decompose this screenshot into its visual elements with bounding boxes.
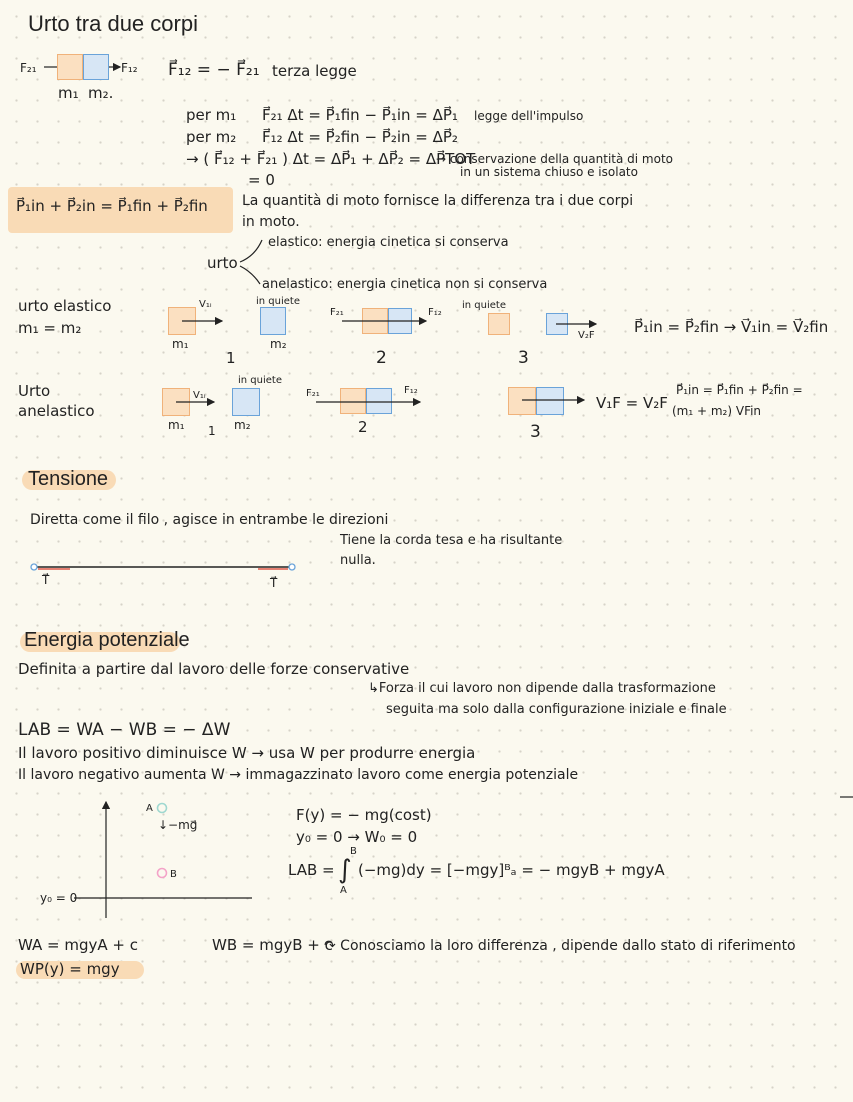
elastic-f21: F₂₁ (330, 307, 344, 318)
elastic-step1-m1: m₁ (172, 337, 189, 351)
equation-m2: F⃗₁₂ Δt = P⃗₂fin − P⃗₂in = ΔP⃗₂ (262, 128, 458, 146)
inelastic-f12: F₁₂ (404, 385, 418, 396)
elastic-in-quiete: in quiete (256, 296, 300, 307)
elastic-v1i: V₁ᵢ (199, 299, 212, 310)
tensione-note-line-2: nulla. (340, 553, 376, 568)
inelastic-result-line-1: P⃗₁in = P⃗₁fin + P⃗₂fin = (676, 383, 803, 397)
inelastic-label-2: anelastico (18, 402, 95, 420)
tensione-note-line-1: Tiene la corda tesa e ha risultante (340, 533, 563, 548)
y0-axis-label: y₀ = 0 (40, 891, 78, 905)
inelastic-v1i: V₁ᵢ (193, 390, 206, 401)
y0-equation: y₀ = 0 → W₀ = 0 (296, 828, 418, 846)
elastic-label-2: m₁ = m₂ (18, 319, 82, 337)
elastic-v2f: V₂F (578, 330, 595, 341)
equation-m1: F⃗₂₁ Δt = P⃗₁fin − P⃗₁in = ΔP⃗₁ (262, 106, 458, 124)
m1-label: m₁ (58, 84, 79, 102)
inelastic-definition: anelastico: energia cinetica non si conserva (262, 277, 548, 292)
elastic-step-2: 2 (376, 348, 387, 368)
section-title-tensione: Tensione (28, 468, 109, 490)
wb-equation: WB = mgyB + c (212, 936, 333, 954)
inelastic-vif-eq: V₁F = V₂F (596, 394, 668, 412)
m2-label: m₂. (88, 84, 114, 102)
inelastic-label-1: Urto (18, 382, 51, 400)
third-law-equation: F⃗₁₂ = − F⃗₂₁ (168, 60, 260, 80)
energia-definition: Definita a partire dal lavoro delle forze conservative (18, 660, 410, 678)
wa-equation: WA = mgyA + c (18, 936, 138, 954)
momentum-conservation-box: P⃗₁in + P⃗₂in = P⃗₁fin + P⃗₂fin (16, 197, 208, 215)
positive-work-line: Il lavoro positivo diminuisce W → usa W per produrre energia (18, 744, 476, 762)
equation-sum: → ( F⃗₁₂ + F⃗₂₁ ) Δt = ΔP⃗₁ + ΔP⃗₂ = ΔP⃗TOT (186, 150, 476, 168)
inelastic-f21: F₂₁ (306, 388, 320, 399)
integral-upper-bound: B (350, 846, 357, 857)
elastic-label-1: urto elastico (18, 297, 112, 315)
integral-lhs: LAB = (288, 861, 335, 879)
per-m1: per m₁ (186, 106, 237, 124)
elastic-step1-m2: m₂ (270, 337, 287, 351)
inelastic-step-1: 1 (208, 424, 216, 438)
tensione-description: Diretta come il filo , agisce in entrambe le direzioni (30, 512, 389, 528)
tension-left-label: T⃗ (42, 573, 50, 587)
elastic-step-3: 3 (518, 348, 529, 368)
momentum-note-line-1: La quantità di moto fornisce la differenza tra i due corpi (242, 193, 634, 209)
f21-label: F₂₁ (20, 61, 37, 75)
force-equation: F(y) = − mg(cost) (296, 806, 432, 824)
tension-right-label: T⃗ (270, 576, 278, 590)
elastic-result: P⃗₁in = P⃗₂fin → V⃗₁in = V⃗₂fin (634, 318, 829, 336)
wb-note: ↷ Conosciamo la loro differenza , dipende dallo stato di riferimento (324, 938, 796, 954)
impulse-law-label: legge dell'impulso (474, 109, 584, 123)
point-a-label: A (146, 803, 153, 814)
tension-left-end (31, 564, 37, 570)
integral-lower-bound: A (340, 885, 347, 896)
per-m2: per m₂ (186, 128, 237, 146)
section-title-energia: Energia potenziale (24, 629, 190, 651)
equation-zero: = 0 (248, 171, 275, 189)
elastic-in-quiete-2: in quiete (462, 300, 506, 311)
elastic-definition: elastico: energia cinetica si conserva (268, 235, 509, 250)
f12-label: F₁₂ (121, 61, 138, 75)
point-a-marker (158, 804, 167, 813)
integral-sign: ∫ (338, 855, 352, 885)
conservation-line-1: → conservazione della quantità di moto (436, 152, 673, 166)
mg-vector-label: ↓−mg⃗ (158, 818, 198, 832)
conservation-line-2: in un sistema chiuso e isolato (460, 165, 638, 179)
elastic-f12: F₁₂ (428, 307, 442, 318)
urto-branch-up (240, 240, 262, 262)
third-law-label: terza legge (272, 62, 357, 80)
lab-equation: LAB = WA − WB = − ΔW (18, 720, 231, 740)
wp-equation: WP(y) = mgy (20, 960, 120, 978)
forza-definition-line-2: seguita ma solo dalla configurazione iniziale e finale (386, 702, 727, 717)
point-b-label: B (170, 869, 177, 880)
inelastic-in-quiete: in quiete (238, 375, 282, 386)
inelastic-step-3: 3 (530, 422, 541, 442)
inelastic-step1-m1: m₁ (168, 418, 185, 432)
inelastic-result-line-2: (m₁ + m₂) VFin (672, 404, 762, 418)
tension-right-end (289, 564, 295, 570)
momentum-note-line-2: in moto. (242, 214, 300, 230)
urto-branch-down (240, 266, 260, 284)
negative-work-line: Il lavoro negativo aumenta W → immagazzinato lavoro come energia potenziale (18, 767, 579, 783)
inelastic-step-2: 2 (358, 418, 368, 436)
section-title-urto: Urto tra due corpi (28, 11, 198, 36)
forza-definition-line-1: ↳Forza il cui lavoro non dipende dalla trasformazione (368, 681, 716, 696)
integral-body: (−mg)dy = [−mgy]ᴮₐ = − mgyB + mgyA (358, 861, 665, 879)
urto-branch-label: urto (207, 254, 238, 272)
elastic-step-1: 1 (226, 349, 236, 367)
point-b-marker (158, 869, 167, 878)
inelastic-step1-m2: m₂ (234, 418, 251, 432)
